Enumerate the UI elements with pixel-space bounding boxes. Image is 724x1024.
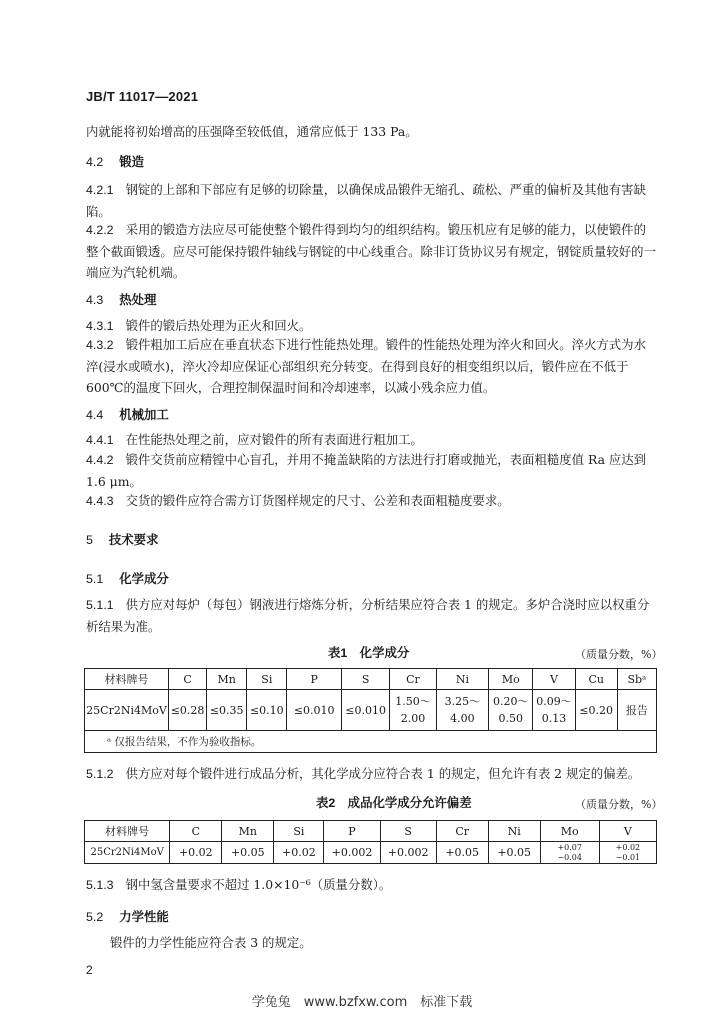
table-header-cell: Ni [488, 821, 540, 842]
tolerance-minus: −0.04 [557, 852, 582, 862]
clause-4-4-3 [86, 490, 658, 512]
table1-header-row [85, 669, 657, 690]
table-header-cell: Si [274, 821, 324, 842]
table-cell [533, 690, 575, 731]
heading-title: 热处理 [119, 293, 157, 307]
table-header-cell: Si [247, 669, 287, 690]
clause-5-2-text: 锻件的力学性能应符合表 3 的规定。 [110, 935, 312, 950]
clause-number: 5.1.2 [86, 767, 114, 781]
table-cell: +0.02 [170, 842, 222, 864]
range-max: 2.00 [400, 712, 426, 725]
table-header-cell: S [380, 821, 436, 842]
table-cell [489, 690, 533, 731]
page-number: 2 [86, 963, 93, 977]
heading-title: 技术要求 [108, 533, 159, 547]
table1-footnote-row [85, 731, 657, 753]
heading-5-2 [86, 907, 169, 925]
table-cell: ≤0.20 [575, 690, 617, 731]
table-cell: ≤0.010 [341, 690, 389, 731]
table-header-cell: V [599, 821, 656, 842]
clause-number: 4.2.1 [86, 183, 114, 197]
heading-number: 5.2 [86, 910, 104, 924]
clause-number: 4.4.2 [86, 453, 114, 467]
table-header-cell: Mn [222, 821, 274, 842]
heading-4-2 [86, 152, 144, 170]
clause-4-2-1 [86, 179, 658, 222]
watermark-text: 学兔兔 www.bzfxw.com 标准下载 [251, 995, 473, 1010]
heading-number: 4.3 [86, 293, 104, 307]
table-cell: +0.05 [488, 842, 540, 864]
table2-unit: （质量分数，%） [575, 798, 663, 811]
table-header-cell: S [341, 669, 389, 690]
table-cell: +0.02 [274, 842, 324, 864]
table-header-cell: Cr [436, 821, 488, 842]
table-header-cell: Mo [540, 821, 599, 842]
clause-text: 钢中氢含量要求不超过 1.0×10⁻⁶（质量分数）。 [125, 877, 392, 892]
clause-number: 5.1.1 [86, 598, 114, 612]
table1 [84, 668, 657, 753]
clause-text: 供方应对每炉（每包）钢液进行熔炼分析，分析结果应符合表 1 的规定。多炉合浇时应以权重分析结果为准。 [86, 597, 650, 634]
range-min: 3.25～ [444, 695, 481, 708]
standard-number: JB/T 11017—2021 [86, 89, 199, 104]
table-header-cell: Cr [390, 669, 436, 690]
table-header-cell: C [169, 669, 207, 690]
table1-data-row [85, 690, 657, 731]
table-header-cell: P [287, 669, 342, 690]
clause-5-1-3 [86, 874, 658, 896]
table-cell [436, 690, 489, 731]
heading-number: 4.4 [86, 408, 104, 422]
range-max: 0.50 [498, 712, 524, 725]
table-cell: +0.05 [222, 842, 274, 864]
clause-number: 4.4.1 [86, 433, 114, 447]
heading-number: 4.2 [86, 155, 104, 169]
table-header-cell: 材料牌号 [85, 669, 169, 690]
table-header-cell: 材料牌号 [85, 821, 170, 842]
table2 [84, 820, 657, 864]
table-cell: +0.002 [324, 842, 380, 864]
heading-title: 力学性能 [119, 910, 169, 924]
heading-5-1 [86, 569, 169, 587]
clause-text: 采用的锻造方法应尽可能使整个锻件得到均匀的组织结构。锻压机应有足够的能力，以使锻件的整个截面锻透。应尽可能保持锻件轴线与钢锭的中心线重合。除非订货协议另有规定，钢锭质量较好的一端应为汽轮机端。 [86, 222, 656, 280]
table-cell: 报告 [617, 690, 656, 731]
clause-text: 供方应对每个锻件进行成品分析，其化学成分应符合表 1 的规定，但允许有表 2 规定的偏差。 [125, 766, 641, 781]
table-cell: ≤0.010 [287, 690, 342, 731]
table-header-cell: C [170, 821, 222, 842]
heading-5 [86, 530, 158, 548]
table-cell: ≤0.35 [207, 690, 247, 731]
table-cell [540, 842, 599, 864]
table-cell: +0.002 [380, 842, 436, 864]
table-cell: ≤0.28 [169, 690, 207, 731]
table-cell [390, 690, 436, 731]
clause-number: 4.2.2 [86, 223, 114, 237]
table1-footnote: ᵃ 仅报告结果，不作为验收指标。 [85, 731, 657, 753]
clause-number: 4.3.2 [86, 338, 114, 352]
clause-text: 交货的锻件应符合需方订货图样规定的尺寸、公差和表面粗糙度要求。 [125, 493, 510, 508]
range-min: 1.50～ [395, 695, 431, 708]
table-cell: ≤0.10 [247, 690, 287, 731]
heading-4-4 [86, 405, 169, 423]
tolerance-plus: +0.02 [615, 842, 641, 852]
table-header-cell: Mo [489, 669, 533, 690]
heading-number: 5.1 [86, 572, 104, 586]
table-header-cell: Cu [575, 669, 617, 690]
table2-data-row [85, 842, 657, 864]
tolerance-plus: +0.07 [557, 842, 582, 852]
table2-caption: 表2 成品化学成分允许偏差 [316, 796, 472, 810]
clause-5-1-1 [86, 594, 658, 637]
range-max: 0.13 [541, 712, 567, 725]
table1-unit: （质量分数，%） [575, 648, 663, 661]
table-cell: 25Cr2Ni4MoV [85, 690, 169, 731]
table-header-cell: V [533, 669, 575, 690]
clause-text: 锻件交货前应精镗中心盲孔，并用不掩盖缺陷的方法进行打磨或抛光，表面粗糙度值 Ra 应达到 1.6 μm。 [86, 452, 647, 489]
clause-4-4-2 [86, 449, 658, 492]
tolerance-minus: −0.01 [615, 852, 641, 862]
table-cell: 25Cr2Ni4MoV [85, 842, 170, 864]
heading-title: 机械加工 [119, 408, 169, 422]
table2-header-row [85, 821, 657, 842]
heading-title: 锻造 [119, 155, 145, 169]
clause-number: 5.1.3 [86, 878, 114, 892]
heading-number: 5 [86, 533, 93, 547]
table-header-cell: Mn [207, 669, 247, 690]
clause-text: 锻件粗加工后应在垂直状态下进行性能热处理。锻件的性能热处理为淬火和回火。淬火方式为水淬(浸水或喷水)，淬火冷却应保证心部组织充分转变。在得到良好的相变组织以后，锻件应在不低于600℃的温度下回火，合理控制保温时间和冷却速率，以减小残余应力值。 [86, 337, 646, 395]
clause-4-2-2 [86, 219, 658, 283]
clause-number: 4.4.3 [86, 494, 114, 508]
table-header-cell: P [324, 821, 380, 842]
heading-title: 化学成分 [119, 572, 169, 586]
clause-number: 4.3.1 [86, 319, 114, 333]
table-cell [599, 842, 656, 864]
clause-text: 在性能热处理之前，应对锻件的所有表面进行粗加工。 [125, 432, 423, 447]
table-header-cell: Sbᵃ [617, 669, 656, 690]
table-cell: +0.05 [436, 842, 488, 864]
range-min: 0.09～ [536, 695, 572, 708]
table1-caption: 表1 化学成分 [328, 646, 410, 660]
clause-4-4-1 [86, 429, 658, 451]
clause-text: 锻件的锻后热处理为正火和回火。 [125, 318, 312, 333]
heading-4-3 [86, 290, 156, 308]
range-max: 4.00 [450, 712, 475, 725]
clause-4-3-2 [86, 334, 658, 398]
clause-5-1-2 [86, 763, 658, 785]
table-header-cell: Ni [436, 669, 489, 690]
range-min: 0.20～ [493, 695, 529, 708]
continued-paragraph: 内就能将初始增高的压强降至较低值，通常应低于 133 Pa。 [86, 124, 418, 139]
clause-text: 钢锭的上部和下部应有足够的切除量，以确保成品锻件无缩孔、疏松、严重的偏析及其他有害缺陷。 [86, 182, 646, 219]
